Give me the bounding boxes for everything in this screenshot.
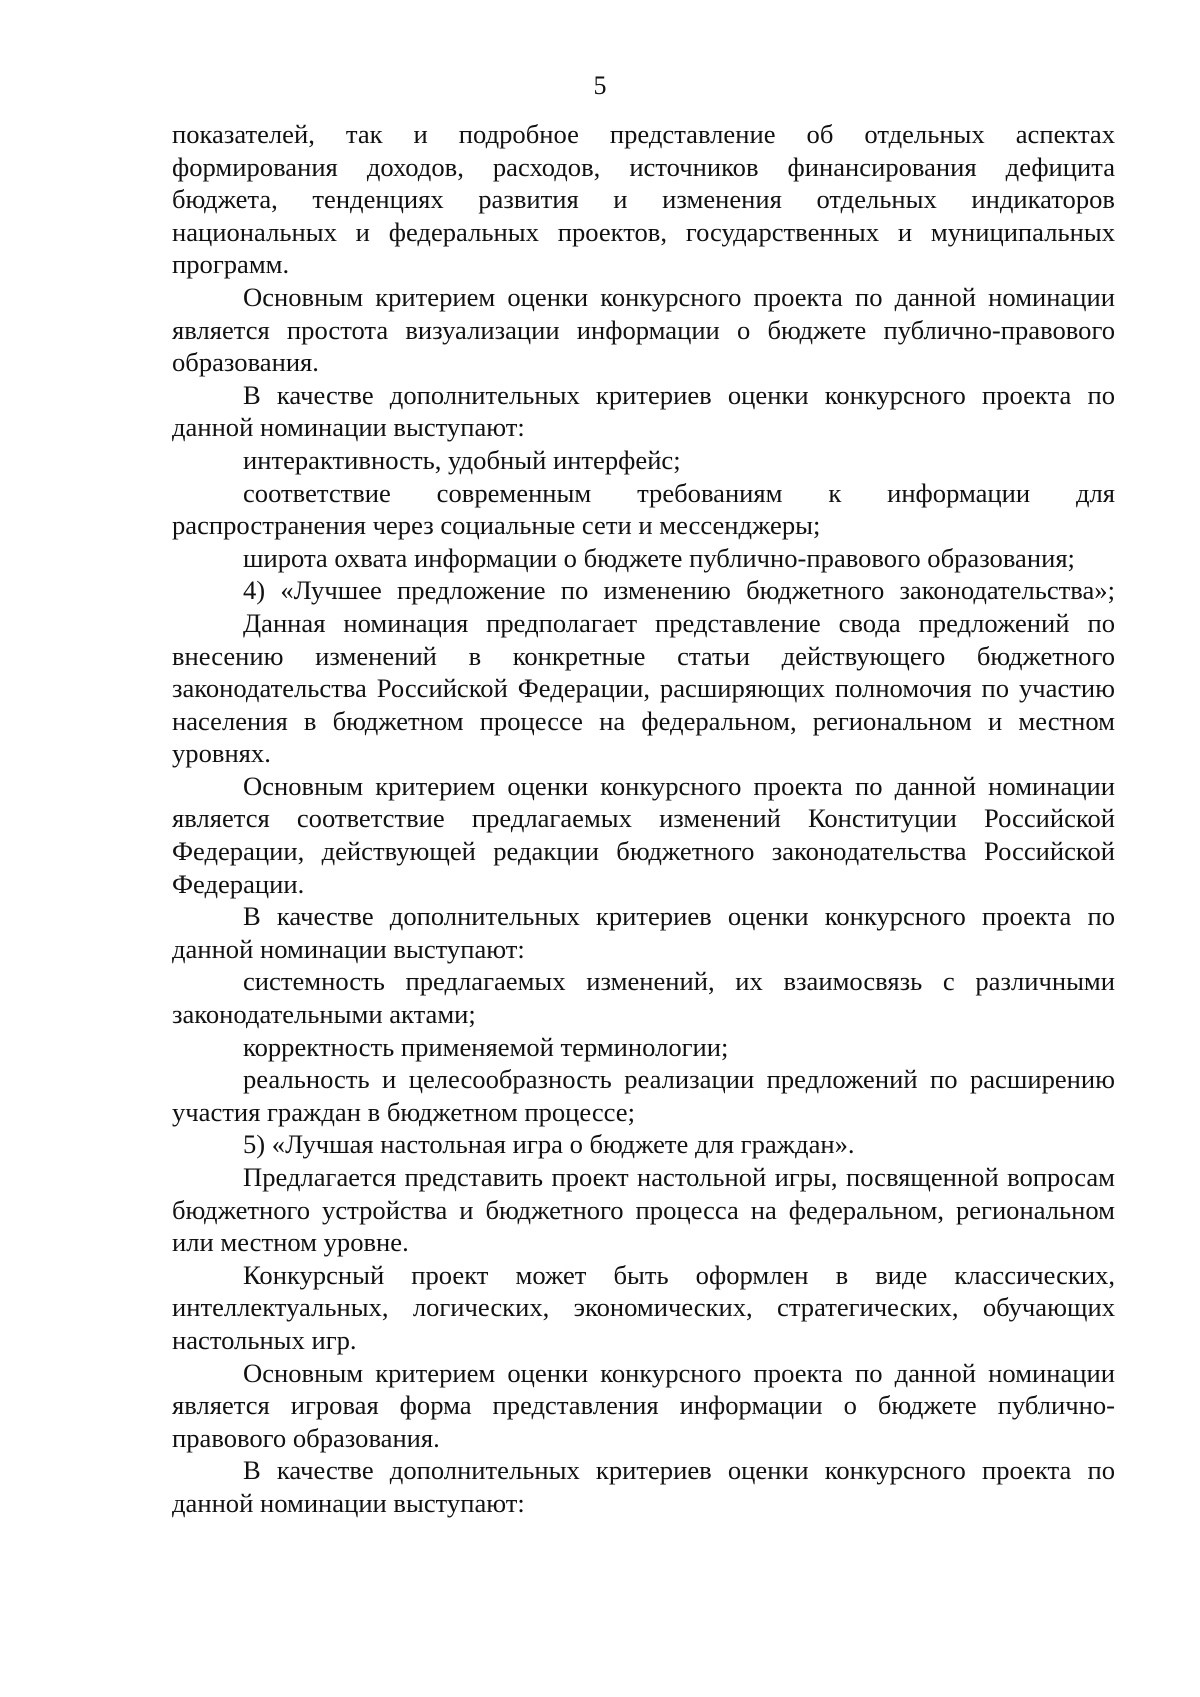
list-item-social-networks: соответствие современным требованиям к информации для распространения через социальные сети и мессенджеры; <box>172 477 1115 541</box>
paragraph-additional-criteria-intro: В качестве дополнительных критериев оценки конкурсного проекта по данной номинации выступают: <box>172 379 1115 443</box>
list-item-terminology: корректность применяемой терминологии; <box>243 1031 729 1062</box>
page-number: 5 <box>593 71 607 100</box>
paragraph-nomination-5-formats: Конкурсный проект может быть оформлен в виде классических, интеллектуальных, логических, экономических, стратегических, обучающих настольных игр. <box>172 1259 1115 1355</box>
list-item-systematic: системность предлагаемых изменений, их взаимосвязь с различными законодательными актами; <box>172 966 1115 1030</box>
paragraph-nomination-4-main-criterion: Основным критерием оценки конкурсного проекта по данной номинации является соответствие предлагаемых изменений Конституции Российской Федерации, действующей редакции бюджетного законодательства Российской Федерации. <box>172 770 1115 899</box>
nomination-heading-5: 5) «Лучшая настольная игра о бюджете для граждан». <box>243 1129 855 1160</box>
paragraph-nomination-4-additional-intro: В качестве дополнительных критериев оценки конкурсного проекта по данной номинации выступают: <box>172 901 1115 964</box>
list-item-feasibility: реальность и целесообразность реализации предложений по расширению участия граждан в бюджетном процессе; <box>172 1064 1115 1127</box>
list-item-interactivity: интерактивность, удобный интерфейс; <box>243 444 681 475</box>
paragraph-main-criterion: Основным критерием оценки конкурсного проекта по данной номинации является простота визуализации информации о бюджете публично-правового образования. <box>172 281 1115 378</box>
paragraph-continuation: показателей, так и подробное представление об отдельных аспектах формирования доходов, расходов, источников финансирования дефицита бюджета, тенденциях развития и изменения отдельных индикаторов национальных и федеральных проектов, государственных и муниципальных программ. <box>172 119 1115 280</box>
paragraph-nomination-5-description: Предлагается представить проект настольной игры, посвященной вопросам бюджетного устройства и бюджетного процесса на федеральном, региональном или местном уровне. <box>172 1162 1115 1258</box>
nomination-heading-4: 4) «Лучшее предложение по изменению бюджетного законодательства»; <box>243 575 1115 606</box>
paragraph-nomination-5-additional-intro: В качестве дополнительных критериев оценки конкурсного проекта по данной номинации выступают: <box>172 1455 1115 1518</box>
document-body <box>172 118 1115 1520</box>
paragraph-nomination-4-description: Данная номинация предполагает представление свода предложений по внесению изменений в конкретные статьи действующего бюджетного законодательства Российской Федерации, расширяющих полномочия по участию населения в бюджетном процессе на федеральном, региональном и местном уровнях. <box>172 607 1115 769</box>
list-item-coverage: широта охвата информации о бюджете публично-правового образования; <box>243 542 1075 573</box>
paragraph-nomination-5-main-criterion: Основным критерием оценки конкурсного проекта по данной номинации является игровая форма представления информации о бюджете публично-правового образования. <box>172 1357 1115 1453</box>
